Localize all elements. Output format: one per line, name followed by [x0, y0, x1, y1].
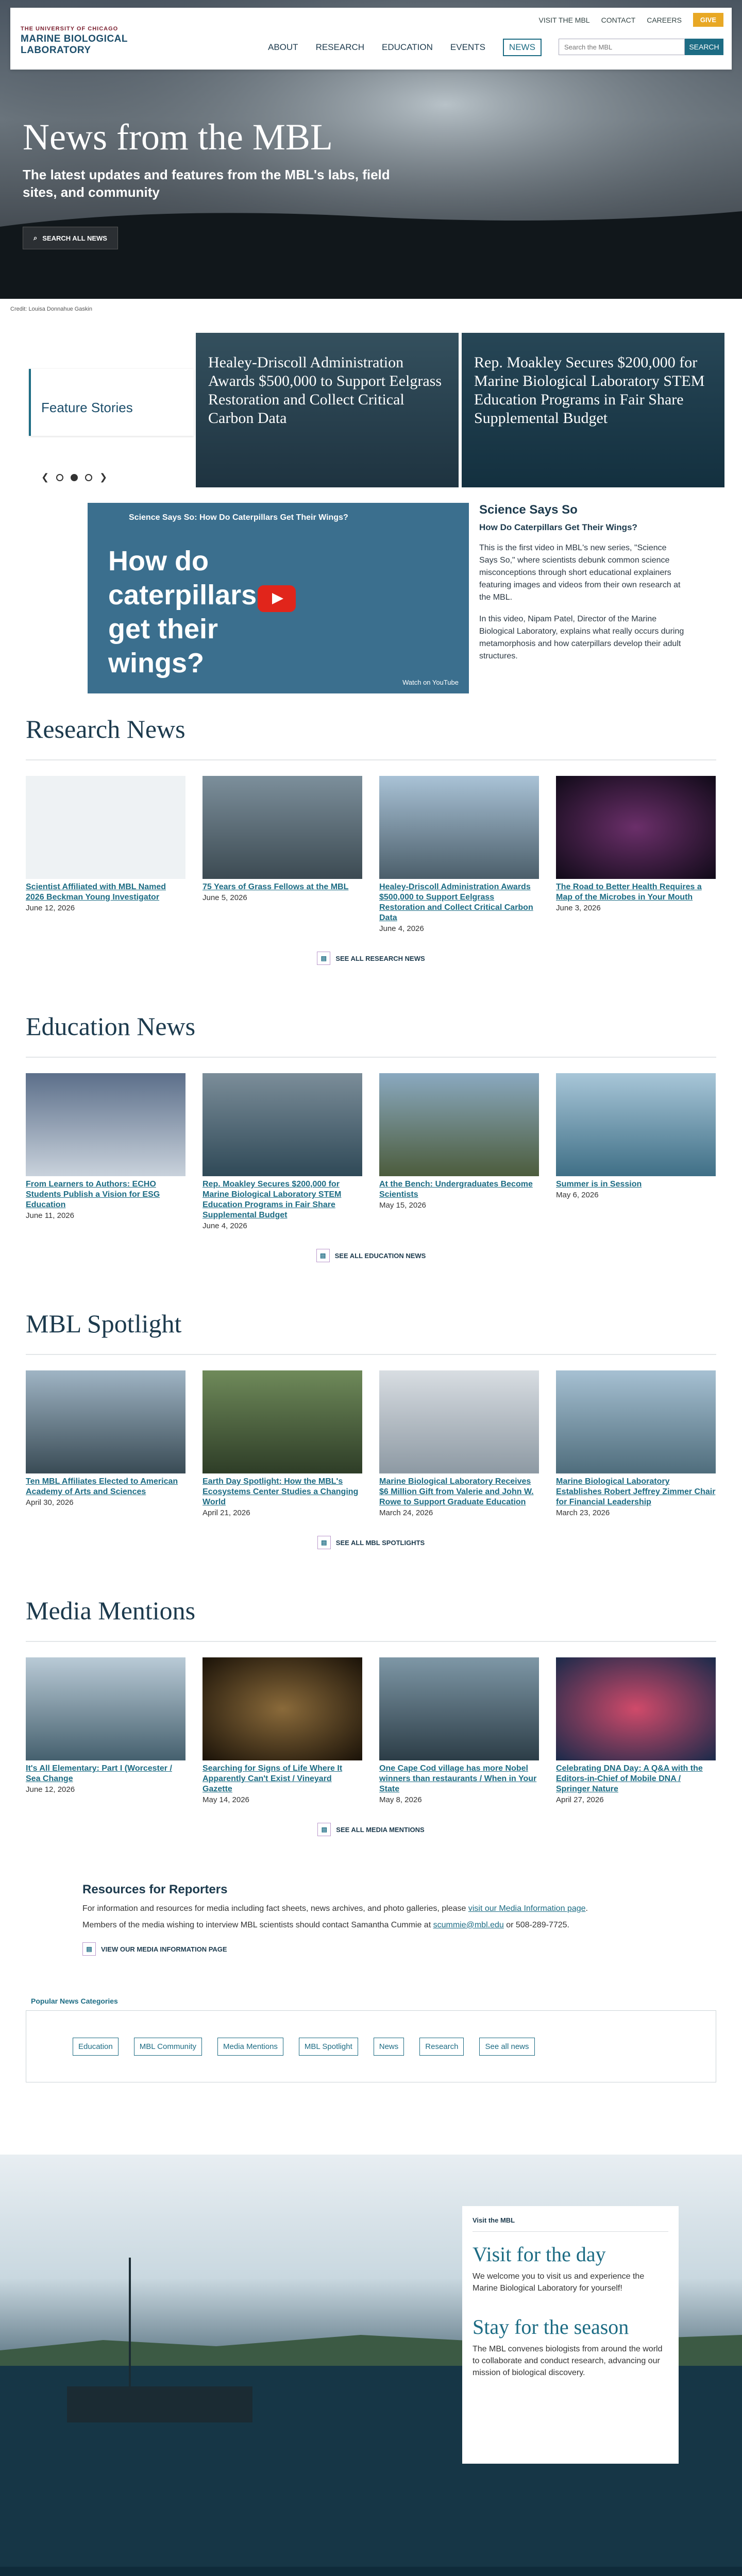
stay-season-text: The MBL convenes biologists from around the world to collaborate and conduct research, advancing our mission of biological discovery.: [473, 2345, 663, 2377]
divider: [26, 759, 716, 760]
news-card-title: One Cape Cod village has more Nobel winners than restaurants / When in Your State: [379, 1764, 537, 1793]
carousel-dot[interactable]: [85, 474, 92, 481]
category-tag[interactable]: Research: [419, 2038, 464, 2056]
see-all-spotlight-button[interactable]: [317, 1536, 425, 1549]
see-all-row: [26, 1249, 716, 1262]
news-card-date: April 30, 2026: [26, 1498, 74, 1507]
stay-season-title[interactable]: Stay for the season: [473, 2315, 629, 2338]
news-grid: [26, 776, 716, 933]
newspaper-icon: ▤: [317, 952, 330, 965]
news-card-date: May 6, 2026: [556, 1191, 599, 1199]
news-card-date: June 4, 2026: [379, 924, 424, 933]
news-card-date: May 8, 2026: [379, 1795, 422, 1804]
nav-about[interactable]: ABOUT: [268, 42, 298, 52]
news-card-image: [26, 1657, 185, 1760]
visit-card: [462, 2206, 679, 2464]
util-contact-link[interactable]: CONTACT: [601, 15, 636, 24]
video-paragraph: In this video, Nipam Patel, Director of the Marine Biological Laboratory, explains what really occurs during metamorphosis and how caterpillars develop their adult structures.: [479, 615, 684, 660]
section-title: Education News: [26, 1012, 196, 1041]
visit-kicker: Visit the MBL: [473, 2216, 515, 2224]
reporters-p1-text: For information and resources for media including fact sheets, news archives, and photo galleries, please: [82, 1904, 468, 1913]
feature-card-title: Rep. Moakley Secures $200,000 for Marine Biological Laboratory STEM Education Programs in Fair Share Supplemental Budget: [474, 354, 705, 427]
spotlight-section: [26, 1288, 716, 1549]
section-title: MBL Spotlight: [26, 1309, 182, 1338]
see-all-label: SEE ALL RESEARCH NEWS: [335, 954, 425, 962]
watch-on-youtube[interactable]: Watch on YouTube: [402, 679, 459, 686]
section-title: Media Mentions: [26, 1596, 196, 1625]
news-card-image: [203, 1370, 362, 1473]
carousel-controls: [41, 472, 107, 483]
feature-card-title: Healey-Driscoll Administration Awards $500,000 to Support Eelgrass Restoration and Collect Critical Carbon Data: [208, 354, 442, 427]
see-all-research-button[interactable]: [317, 952, 425, 965]
news-card[interactable]: [556, 1657, 716, 1804]
category-tag[interactable]: Education: [73, 2038, 119, 2056]
news-card-date: May 14, 2026: [203, 1795, 249, 1804]
carousel-dot-active[interactable]: [71, 474, 78, 481]
news-card[interactable]: [379, 776, 539, 933]
video-section: [0, 503, 742, 693]
news-card[interactable]: [379, 1073, 539, 1230]
search-icon: ⌕: [33, 234, 38, 242]
news-card[interactable]: [26, 1073, 185, 1230]
main-nav: [268, 39, 542, 56]
news-card-title: Searching for Signs of Life Where It Apparently Can't Exist / Vineyard Gazette: [203, 1764, 343, 1793]
video-description: [479, 503, 685, 663]
see-all-education-button[interactable]: [316, 1249, 426, 1262]
news-card[interactable]: [26, 1657, 185, 1804]
news-grid: [26, 1073, 716, 1230]
news-card-image: [556, 1073, 716, 1176]
feature-card[interactable]: [462, 333, 724, 487]
feature-card[interactable]: [196, 333, 459, 487]
news-card-title: Earth Day Spotlight: How the MBL's Ecosystems Center Studies a Changing World: [203, 1477, 359, 1506]
popular-title: Popular News Categories: [31, 1997, 118, 2005]
news-card-image: [556, 1657, 716, 1760]
view-media-info-button[interactable]: [82, 1942, 227, 1956]
news-card-title: Rep. Moakley Secures $200,000 for Marine Biological Laboratory STEM Education Programs in Fair Share Supplemental Budget: [203, 1180, 342, 1219]
youtube-embed[interactable]: [88, 503, 469, 693]
news-card-title: 75 Years of Grass Fellows at the MBL: [203, 883, 349, 891]
search-all-news-label: SEARCH ALL NEWS: [42, 234, 107, 242]
give-button[interactable]: GIVE: [693, 13, 723, 27]
news-card-image: [379, 1657, 539, 1760]
see-all-row: [26, 1536, 716, 1549]
utility-nav: [539, 13, 723, 27]
reporters-p2: [82, 1921, 716, 1930]
search-button[interactable]: SEARCH: [685, 39, 723, 55]
news-card-date: June 11, 2026: [26, 1211, 74, 1220]
video-heading: Science Says So: [479, 503, 578, 517]
news-card-title: The Road to Better Health Requires a Map of the Microbes in Your Mouth: [556, 883, 702, 902]
newspaper-icon: ▤: [317, 1536, 331, 1549]
video-title: Science Says So: How Do Caterpillars Get Their Wings?: [129, 513, 348, 522]
category-tag[interactable]: See all news: [479, 2038, 534, 2056]
news-card-date: June 12, 2026: [26, 1785, 75, 1794]
news-card[interactable]: [203, 1073, 362, 1230]
logo-line-marine: MARINE BIOLOGICAL: [21, 33, 128, 44]
carousel-dot[interactable]: [56, 474, 63, 481]
news-card-image: [379, 776, 539, 879]
news-card-date: June 3, 2026: [556, 904, 601, 912]
news-card[interactable]: [203, 1370, 362, 1517]
reporters-p2-text: Members of the media wishing to interview MBL scientists should contact Samantha Cummie at: [82, 1921, 433, 1929]
video-subheading: How Do Caterpillars Get Their Wings?: [479, 522, 637, 532]
see-all-label: SEE ALL EDUCATION NEWS: [334, 1251, 426, 1260]
news-card-date: June 4, 2026: [203, 1222, 247, 1230]
news-card-date: June 5, 2026: [203, 893, 247, 902]
divider: [473, 2231, 668, 2232]
see-all-label: SEE ALL MEDIA MENTIONS: [336, 1825, 425, 1834]
divider: [26, 1641, 716, 1642]
search-form: [559, 39, 723, 55]
util-careers-link[interactable]: CAREERS: [647, 15, 682, 24]
chevron-right-icon[interactable]: ❯: [99, 472, 108, 482]
newspaper-icon: ▤: [82, 1942, 96, 1956]
news-grid: [26, 1370, 716, 1517]
hero-title: News from the MBL: [23, 116, 333, 158]
header-bar: [10, 8, 732, 70]
news-card-image: [26, 1073, 185, 1176]
visit-day-text: We welcome you to visit us and experience the Marine Biological Laboratory for yourself!: [473, 2272, 645, 2293]
news-card-title: Summer is in Session: [556, 1180, 642, 1189]
news-card-image: [379, 1370, 539, 1473]
news-card[interactable]: [26, 1370, 185, 1517]
logo-university: THE UNIVERSITY OF CHICAGO: [21, 26, 119, 32]
news-card[interactable]: [26, 776, 185, 933]
see-all-row: [26, 1823, 716, 1836]
newspaper-icon: ▤: [317, 1823, 331, 1836]
nav-news[interactable]: NEWS: [503, 39, 542, 56]
visit-day-title[interactable]: Visit for the day: [473, 2243, 606, 2266]
search-all-news-button[interactable]: [23, 227, 118, 249]
nav-events[interactable]: EVENTS: [450, 42, 485, 52]
nav-education[interactable]: EDUCATION: [382, 42, 433, 52]
news-card[interactable]: [556, 1370, 716, 1517]
category-tag[interactable]: Media Mentions: [217, 2038, 283, 2056]
news-card[interactable]: [203, 776, 362, 933]
category-tag[interactable]: MBL Community: [134, 2038, 202, 2056]
news-card[interactable]: [203, 1657, 362, 1804]
research-news-section: [26, 693, 716, 965]
divider: [26, 1354, 716, 1355]
news-card-date: March 24, 2026: [379, 1509, 433, 1517]
email-link[interactable]: scummie@mbl.edu: [433, 1921, 504, 1929]
util-visit-link[interactable]: VISIT THE MBL: [538, 15, 590, 24]
category-tags: [26, 2010, 716, 2082]
news-card-image: [556, 1370, 716, 1473]
news-grid: [26, 1657, 716, 1804]
video-overlay-text: How do caterpillars get their wings?: [108, 546, 257, 679]
news-card-date: March 23, 2026: [556, 1509, 610, 1517]
news-card-title: From Learners to Authors: ECHO Students Publish a Vision for ESG Education: [26, 1180, 160, 1209]
footer-dark: [0, 2567, 742, 2576]
news-card-image: [26, 776, 185, 879]
news-card[interactable]: [379, 1657, 539, 1804]
reporters-title: Resources for Reporters: [82, 1883, 228, 1896]
chevron-left-icon[interactable]: ❮: [41, 472, 49, 482]
media-mentions-section: [26, 1575, 716, 1836]
news-card-image: [26, 1370, 185, 1473]
news-card-title: It's All Elementary: Part I (Worcester / Sea Change: [26, 1764, 172, 1783]
hero-credit: Credit: Louisa Donnahue Gaskin: [10, 306, 92, 312]
news-card-title: Marine Biological Laboratory Receives $6 Million Gift from Valerie and John W. Rowe to Support Graduate Education: [379, 1477, 534, 1506]
logo-line-lab: LABORATORY: [21, 45, 91, 56]
news-card-image: [203, 776, 362, 879]
news-card-image: [556, 776, 716, 879]
news-card-title: Marine Biological Laboratory Establishes Robert Jeffrey Zimmer Chair for Financial Leadership: [556, 1477, 716, 1506]
category-tag[interactable]: News: [374, 2038, 404, 2056]
reporters-section: [26, 1862, 716, 1976]
education-news-section: [26, 991, 716, 1262]
visit-section: [0, 2155, 742, 2567]
news-card-date: May 15, 2026: [379, 1201, 426, 1210]
feature-label-box: [29, 369, 194, 436]
news-card-title: Celebrating DNA Day: A Q&A with the Editors-in-Chief of Mobile DNA / Springer Nature: [556, 1764, 703, 1793]
category-tag[interactable]: MBL Spotlight: [299, 2038, 358, 2056]
news-card-title: Healey-Driscoll Administration Awards $500,000 to Support Eelgrass Restoration and Collect Critical Carbon Data: [379, 883, 533, 922]
news-card-title: Scientist Affiliated with MBL Named 2026 Beckman Young Investigator: [26, 883, 166, 902]
section-title: Research News: [26, 715, 185, 743]
feature-stories: [0, 323, 742, 493]
news-card[interactable]: [556, 776, 716, 933]
see-all-label: SEE ALL MBL SPOTLIGHTS: [335, 1538, 425, 1547]
hero-subtitle: The latest updates and features from the MBL's labs, field sites, and community: [23, 167, 390, 200]
mbl-logo[interactable]: [21, 26, 155, 56]
divider: [26, 1057, 716, 1058]
news-card-date: June 12, 2026: [26, 904, 75, 912]
nav-research[interactable]: RESEARCH: [315, 42, 365, 52]
news-card-image: [203, 1657, 362, 1760]
news-card-title: Ten MBL Affiliates Elected to American Academy of Arts and Sciences: [26, 1477, 178, 1496]
search-input[interactable]: [559, 39, 685, 55]
newspaper-icon: ▤: [316, 1249, 330, 1262]
news-card[interactable]: [379, 1370, 539, 1517]
news-card-date: April 21, 2026: [203, 1509, 250, 1517]
play-icon[interactable]: [258, 585, 296, 612]
mbl-toolbox: [204, 2567, 575, 2576]
feature-label: Feature Stories: [41, 400, 133, 415]
news-card-title: At the Bench: Undergraduates Become Scientists: [379, 1180, 533, 1199]
reporters-p1: For information and resources for media including fact sheets, news archives, and photo galleries, please visit our Media Information page.: [82, 1904, 588, 1913]
news-card-image: [203, 1073, 362, 1176]
video-paragraph: This is the first video in MBL's new series, "Science Says So," where scientists debunk common science misconceptions through short educational explainers featuring images and videos from their own research at the MBL.: [479, 544, 681, 602]
news-card[interactable]: [556, 1073, 716, 1230]
view-media-info-label: VIEW OUR MEDIA INFORMATION PAGE: [101, 1945, 227, 1953]
see-all-media-button[interactable]: [317, 1823, 424, 1836]
media-info-link[interactable]: visit our Media Information page: [468, 1904, 586, 1913]
reporters-p2-phone: or 508-289-7725.: [503, 1921, 569, 1929]
see-all-row: [26, 952, 716, 965]
news-card-date: April 27, 2026: [556, 1795, 604, 1804]
popular-categories: [26, 1997, 716, 2082]
news-card-image: [379, 1073, 539, 1176]
news-sections: [26, 693, 716, 2082]
